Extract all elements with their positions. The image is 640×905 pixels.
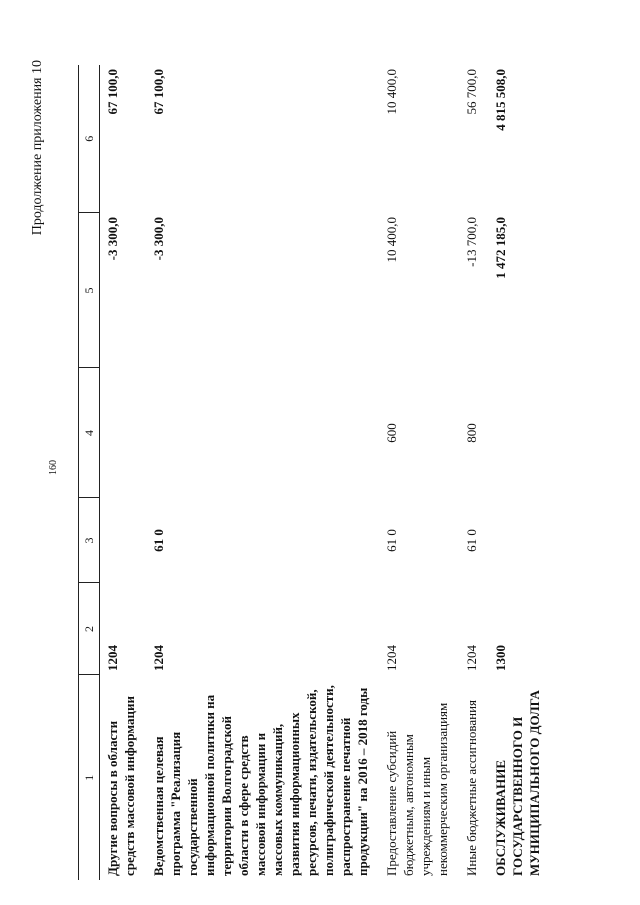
budget-table [78,65,551,880]
change-amount: -3 300,0 [151,217,166,261]
column-header: 5 [79,213,100,368]
column-header: 2 [79,583,100,675]
expense-type [100,368,147,498]
total-amount: 10 400,0 [384,69,399,115]
section-code: 1300 [493,645,508,671]
total-amount: 67 100,0 [151,69,166,115]
row-name: Другие вопросы в области средств массовой информации [105,695,137,876]
table-row [488,65,551,880]
rotated-page [30,60,590,880]
row-name: Иные бюджетные ассигнования [464,699,479,876]
section-code: 1204 [151,645,166,671]
program-code [488,498,551,583]
expense-type: 800 [464,423,479,443]
total-amount: 67 100,0 [105,69,120,115]
program-code: 61 0 [464,529,479,552]
column-number-row [79,65,100,880]
page-number: 160 [48,460,59,475]
total-amount: 4 815 508,0 [493,69,508,131]
section-code: 1204 [105,645,120,671]
table-row [459,65,488,880]
continuation-caption: Продолжение приложения 10 [30,60,45,236]
change-amount: -13 700,0 [464,217,479,267]
table-row [146,65,379,880]
column-header: 6 [79,65,100,213]
table-row [100,65,147,880]
column-header: 4 [79,368,100,498]
expense-type [488,368,551,498]
program-code: 61 0 [384,529,399,552]
column-header: 3 [79,498,100,583]
expense-type [146,368,379,498]
section-code: 1204 [464,645,479,671]
change-amount: 1 472 185,0 [493,217,508,279]
row-name: ОБСЛУЖИВАНИЕ ГОСУДАРСТВЕННОГО И МУНИЦИПАЛЬНОГО ДОЛГА [493,690,542,876]
column-header: 1 [79,675,100,880]
total-amount: 56 700,0 [464,69,479,115]
program-code: 61 0 [151,529,166,552]
expense-type: 600 [384,423,399,443]
change-amount: -3 300,0 [105,217,120,261]
section-code: 1204 [384,645,399,671]
row-name: Предоставление субсидий бюджетным, автономным учреждениям и иным некоммерческим организациям [384,702,450,876]
change-amount: 10 400,0 [384,217,399,263]
row-name: Ведомственная целевая программа "Реализация государственной информационной политики на территории Волгоградской области в сфере средств массовой информации и массовых коммуникаций, развития информационных ресурсов, печати, издательской, полиграфической деятельности, распространение печатной продукции" на 2016 – 2018 годы [151,685,370,876]
program-code [100,498,147,583]
table-row [379,65,459,880]
